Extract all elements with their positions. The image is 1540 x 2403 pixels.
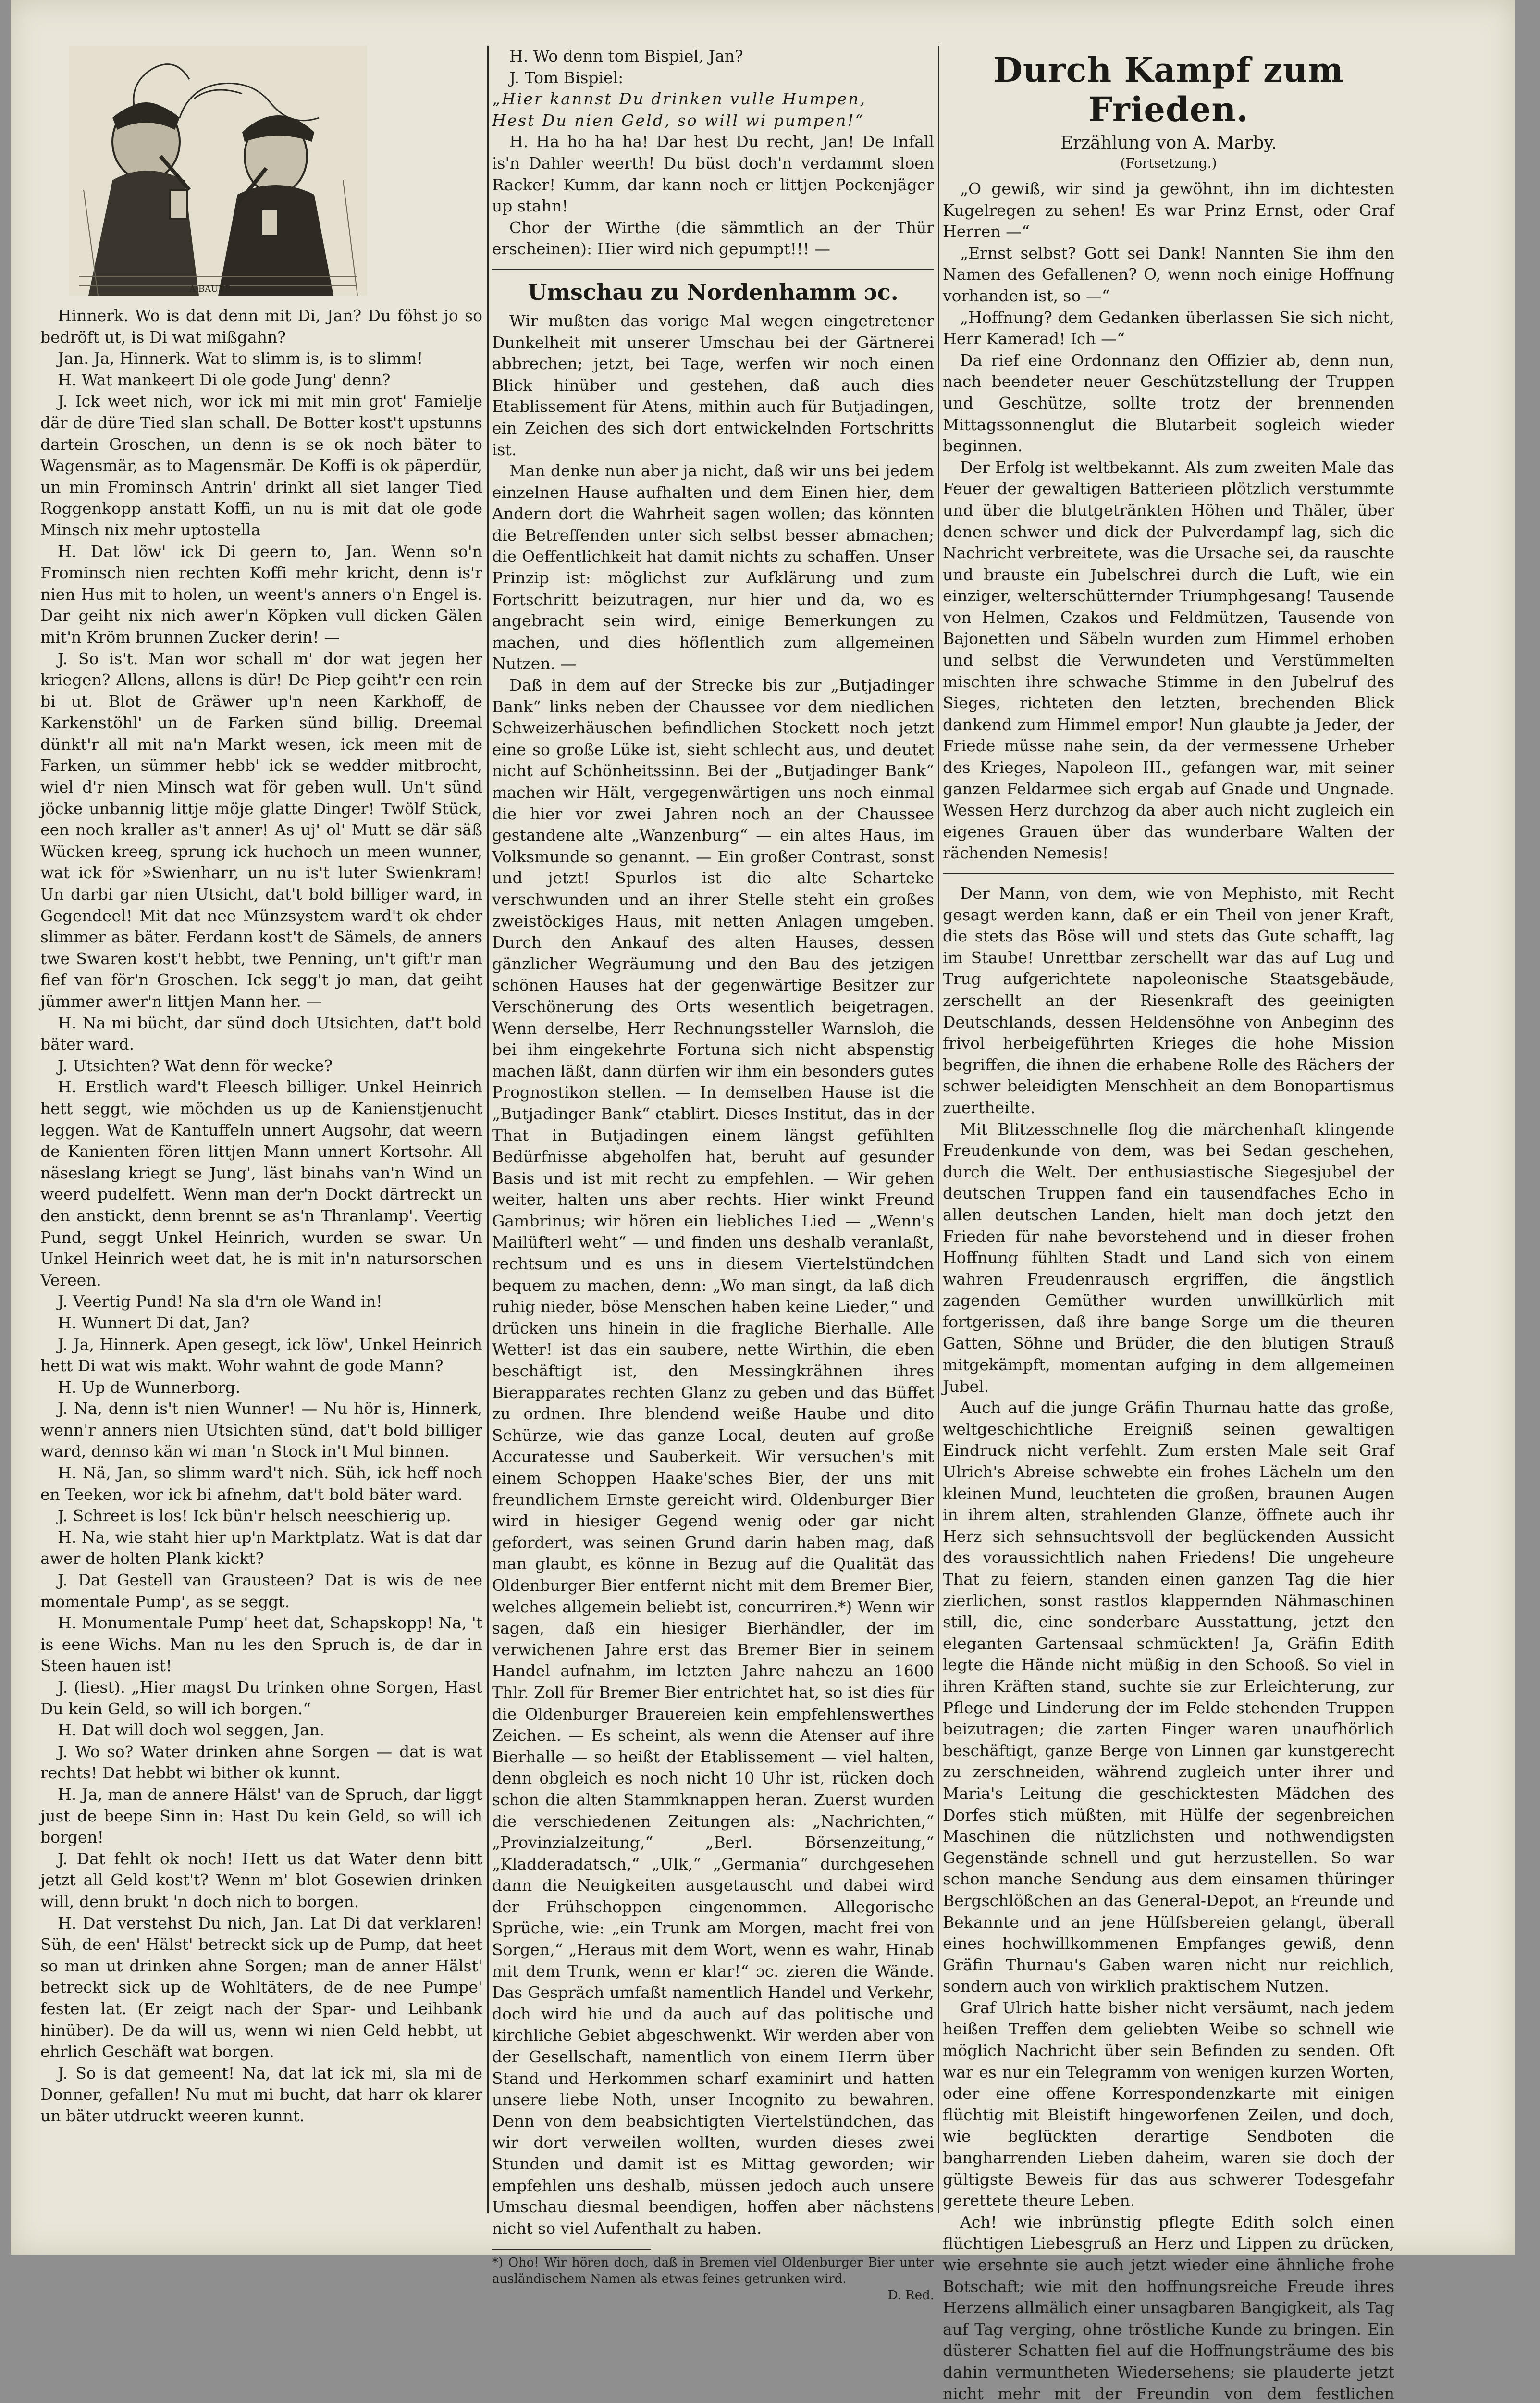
column-rule-left — [487, 46, 489, 2213]
column-dialogue — [40, 46, 482, 2237]
article-paragraph: Wir mußten das vorige Mal wegen eingetretener Dunkelheit mit unserer Umschau bei der Gärtnerei abbrechen; jetzt, bei Tage, werfen wir noch einen Blick hinüber und gestehen, daß auch dies Etablissement für Atens, mithin auch für Butjadingen, ein Zeichen des sich dort entwickelnden Fortschritts ist. — [492, 311, 934, 459]
verse-line: Hest Du nien Geld, so will wi pumpen!“ — [492, 111, 865, 130]
article-heading: Umschau zu Nordenhamm ɔc. — [528, 279, 899, 305]
newspaper-page — [11, 0, 1515, 2403]
dialogue-line: J. Utsichten? Wat denn för wecke? — [58, 1056, 333, 1075]
story-author: Erzählung von A. Marby. — [1060, 133, 1277, 153]
story-paragraph: Der Erfolg ist weltbekannt. Als zum zweiten Male das Feuer der gewaltigen Batterieen plötzlich verstummte und über die blutgetränkten Höhen und Thäler, über denen schwer und dick der Pulverdampf lag, sich die Nachricht verbreitete, was die Ursache sei, da rauschte und brauste ein Jubelschrei durch die Luft, wie ein einziger, welterschütternder Triumphgesang! Tausende von Helmen, Czakos und Feldmützen, Tausende von Bajonetten und Säbeln wurden zum Himmel erhoben und selbst die Verwundeten und Verstümmelten mischten ihre schwache Stimme in den Jubelruf des Sieges, richteten den letzten, brechenden Blick dankend zum Himmel empor! Nun glaubte ja Jeder, der Friede müsse nahe sein, da der vermessene Urheber des Krieges, Napoleon III., gefangen war, mit seiner ganzen Feldarmee sich ergab auf Gnade und Ungnade. Wessen Herz durchzog da aber auch nicht zugleich ein eigenes Grauen über das wunderbare Walten der rächenden Nemesis! — [943, 458, 1394, 863]
dialogue-line: J. (liest). „Hier magst Du trinken ohne Sorgen, Hast Du kein Geld, so will ich borgen.“ — [40, 1678, 482, 1718]
dialogue-ending — [492, 131, 934, 260]
dialogue-continuation — [492, 46, 934, 88]
column-umschau — [492, 46, 934, 2303]
dialogue-line: H. Erstlich ward't Fleesch billiger. Unkel Heinrich hett seggt, wie möchden us up de Kanienstjenucht leggen. Wat de Kantuffeln unnert Augsohr, dat weern de Kanienten fören littjen Mann unnert Kortsohr. All näseslang kriegt se Jung', läst binahs van'n Wind un weerd pudelfett. Wenn man der'n Dockt därtreckt un den anstickt, denn brennt se as'n Thranlamp'. Veertig Pund, seggt Unkel Heinrich, wurden se swar. Un Unkel Heinrich weet dat, he is mit in'n natursorschen Vereen. — [40, 1078, 482, 1289]
story-paragraph: Mit Blitzesschnelle flog die märchenhaft klingende Freudenkunde von dem, was bei Sedan geschehen, durch die Welt. Der enthusiastische Siegesjubel der deutschen Truppen fand ein tausendfaches Echo in allen deutschen Landen, hielt man doch jetzt den Frieden für nahe bevorstehend und in dieser frohen Hoffnung fühlten Stadt und Land sich von einem wahren Freudenrausch ergriffen, die ängstlich zagenden Gemüther wurden unwillkürlich mit fortgerissen, daß ihre bange Sorge um die theuren Gatten, Söhne und Brüder, die den blutigen Strauß mitgekämpft, momentan aufging in dem allgemeinen Jubel. — [943, 1119, 1394, 1396]
dialogue-line: H. Wunnert Di dat, Jan? — [58, 1313, 250, 1332]
dialogue-line: J. Na, denn is't nien Wunner! — Nu hör is, Hinnerk, wenn'r anners nien Utsichten sünd, dat't bold billiger ward, dennso kän wi man 'n Stock in't Mul binnen. — [40, 1399, 482, 1461]
dialogue-line: J. Veertig Pund! Na sla d'rn ole Wand in! — [58, 1292, 382, 1311]
dialogue-line: J. Ja, Hinnerk. Apen gesegt, ick löw', Unkel Heinrich hett Di wat wis makt. Wohr wahnt de gode Mann? — [40, 1335, 482, 1375]
dialogue-line: J. Dat fehlt ok noch! Hett us dat Water denn bitt jetzt all Geld kost't? Wenn m' blot Gosewien drinken will, denn brukt 'n doch nich to borgen. — [40, 1849, 482, 1911]
two-men-smoking-illustration — [69, 46, 367, 296]
story-paragraph: Ach! wie inbrünstig pflegte Edith solch einen flüchtigen Liebesgruß an Herz und Lippen zu drücken, wie ersehnte sie auch jetzt wieder eine ähnliche frohe Botschaft; wie mit den hoffnungsreiche Freude ihres Herzens allmälich einer unsagbaren Bangigkeit, als Tag auf Tag verging, ohne tröstliche Kunde zu bringen. Ein düsterer Schatten fiel auf die Hoffnungsträume des bis dahin vermuntheten Wiedersehens; sie plauderte jetzt nicht mehr mit der Freundin von dem festlichen — [943, 2212, 1394, 2403]
verse-line: „Hier kannst Du drinken vulle Humpen, — [492, 89, 867, 109]
dialogue-line: J. Dat Gestell van Grausteen? Dat is wis de nee momentale Pump', as se seggt. — [40, 1571, 482, 1611]
footnote-divider — [492, 2249, 651, 2250]
story-paragraph: „Ernst selbst? Gott sei Dank! Nannten Sie ihm den Namen des Gefallenen? O, wenn noch einige Hoffnung vorhanden ist, so —“ — [943, 243, 1394, 305]
story-paragraph: „O gewiß, wir sind ja gewöhnt, ihn im dichtesten Kugelregen zu sehen! Es war Prinz Ernst, oder Graf Herren —“ — [943, 179, 1394, 241]
dialogue-line: J. So is dat gemeent! Na, dat lat ick mi, sla mi de Donner, gefallen! Nu mut mi bucht, dat harr ok klarer un bäter utdruckt weeren kunnt. — [40, 2063, 482, 2125]
article-paragraph: Man denke nun aber ja nicht, daß wir uns bei jedem einzelnen Hause aufhalten und dem Einen hier, dem Andern dort die Wahrheit sagen wollen; das könnten die Betreffenden unter sich selbst besser abmachen; die Oeffentlichkeit hat damit nichts zu schaffen. Unser Prinzip ist: möglichst zur Aufklärung und zum Fortschritt beizutragen, nur hier und da, wo es angebracht sein wird, einige Bemerkungen zu machen, und dies höflentlich zum allgemeinen Nutzen. — — [492, 461, 934, 673]
story-text-part1 — [943, 178, 1394, 864]
dialogue-line: Jan. Ja, Hinnerk. Wat to slimm is, is to slimm! — [58, 349, 423, 368]
section-divider — [943, 873, 1394, 874]
story-title: Durch Kampf zum Frieden. — [993, 50, 1344, 129]
dialogue-line: H. Na, wie staht hier up'n Marktplatz. Wat is dat dar awer de holten Plank kickt? — [40, 1527, 482, 1568]
svg-text:A.BAUER: A.BAUER — [189, 284, 231, 294]
dialogue-text — [40, 305, 482, 2127]
column-rule-right — [938, 46, 939, 2213]
dialogue-line: H. Nä, Jan, so slimm ward't nich. Süh, ick heff noch en Teeken, wor ick bi afnehm, dat't bold bäter ward. — [40, 1463, 482, 1504]
dialogue-line: J. Schreet is los! Ick bün'r helsch neeschierig up. — [58, 1506, 452, 1525]
dialogue-line: H. Ja, man de annere Hälst' van de Spruch, dar liggt just de beepe Sinn in: Hast Du kein Geld, so will ich borgen! — [40, 1784, 482, 1847]
dialogue-line: H. Na mi bücht, dar sünd doch Utsichten, dat't bold bäter ward. — [40, 1013, 482, 1054]
dialogue-line: J. Tom Bispiel: — [509, 68, 624, 87]
dialogue-line: H. Dat will doch wol seggen, Jan. — [58, 1721, 325, 1740]
dialogue-line: H. Dat löw' ick Di geern to, Jan. Wenn so'n Frominsch nien rechten Koffi mehr kricht, denn is'r nien Hus mit to holen, un weent's anners o'n Engel is. Dar geiht nix nich awer'n Köpken vull dicken Gälen mit'n Kröm brunnen Zucker derin! — — [40, 542, 482, 646]
dialogue-line: H. Wo denn tom Bispiel, Jan? — [509, 47, 743, 65]
dialogue-line: H. Ha ho ha ha! Dar hest Du recht, Jan! De Infall is'n Dahler weerth! Du büst doch'n verdammt sloen Racker! Kumm, dar kann noch er littjen Pockenjäger up stahn! — [492, 132, 934, 216]
footnote: *) Oho! Wir hören doch, daß in Bremen viel Oldenburger Bier unter ausländischem Namen als etwas feines getrunken wird. — [492, 2255, 934, 2287]
dialogue-line: Hinnerk. Wo is dat denn mit Di, Jan? Du föhst jo so bedröft ut, is Di wat mißgahn? — [40, 306, 482, 347]
dialogue-line: J. So is't. Man wor schall m' dor wat jegen her kriegen? Allens, allens is dür! De Piep geiht'r een rein bi ut. Blot de Gräwer up'n neen Karkhoff, de Karkenstöhl' un de Farken sünd billig. Dreemal dünkt'r all mit na'n Markt wesen, ick meen mit de Farken, un sümmer hebb' ick se wedder mitbrocht, wiel d'r nien Minsch wat för geben wull. Un't sünd jöcke unbannig littje möje glatte Dinger! Twölf Stück, een noch kraller as't anner! As uj' ol' Mutt se där säß Wücken kreeg, sprung ick huchoch un meen wunner, wat ick för »Swienharr, un nu is't luter Swienkram! Un darbi gar nien Utsicht, dat't bold billiger ward, in Gegendeel! Mit dat nee Münzsystem ward't ok ehder slimmer as bäter. Ferdann kost't de Sämels, de anners twe Swaren kost't hebbt, twe Penning, un't gift'r man fief van för'n Groschen. Ick segg't jo man, dat geiht jümmer awer'n littjen Mann her. — — [40, 649, 482, 1011]
dialogue-line: J. Wo so? Water drinken ahne Sorgen — dat is wat rechts! Dat hebbt wi bither ok kunnt. — [40, 1742, 482, 1783]
section-divider — [492, 269, 934, 270]
story-paragraph: Auch auf die junge Gräfin Thurnau hatte das große, weltgeschichtliche Ereigniß seinen gewaltigen Eindruck nicht verfehlt. Zum ersten Male seit Graf Ulrich's Abreise schwebte ein frohes Lächeln um den kleinen Mund, leuchteten die großen, braunen Augen in ihrem alten, strahlenden Glanze, öffnete auch ihr Herz sich sehnsuchtsvoll der beglückenden Aussicht des voraussichtlich nahen Friedens! Die ungeheure That zu feiern, standen einen ganzen Tag die hier zierlichen, sonst rastlos klappernden Nähmaschinen still, die, eine sonderbare Ausstattung, jetzt den eleganten Gartensaal schmückten! Ja, Gräfin Edith legte die Hände nicht müßig in den Schooß. So viel in ihren Kräften stand, suchte sie zur Erleichterung, zur Pflege und Linderung der im Felde stehenden Truppen beizutragen; die zarten Finger waren unaufhörlich beschäftigt, ganze Berge von Linnen gar kunstgerecht zu zerschneiden, während zugleich unter ihrer und Maria's Leitung die geschicktesten Mädchen des Dorfes stich müßten, mit Hülfe der segenbreichen Maschinen die nützlichsten und nothwendigsten Gegenstände schnell und gut herzustellen. So war schon manche Sendung aus dem einsamen thüringer Bergschlößchen an das General-Depot, an Freunde und Bekannte und an jene Hülfsbereien gelangt, überall eines hochwillkommenen Empfanges gewiß, denn Gräfin Thurnau's Gaben waren nicht nur reichlich, sondern auch von wirklich praktischem Nutzen. — [943, 1398, 1394, 1996]
dialogue-line: Chor der Wirthe (die sämmtlich an der Thür erscheinen): Hier wird nich gepumpt!!! — — [492, 218, 934, 259]
article-paragraph: Daß in dem auf der Strecke bis zur „Butjadinger Bank“ links neben der Chaussee vor dem niedlichen Schweizerhäuschen befindlichen Stockett noch jetzt eine so große Lüke ist, sieht schlecht aus, und deutet nicht auf Schönheitssinn. Bei der „Butjadinger Bank“ machen wir Hält, vergegenwärtigen uns noch einmal die hier vor zwei Jahren noch an der Chaussee gestandene alte „Wanzenburg“ — ein altes Haus, im Volksmunde so genannt. — Ein großer Contrast, sonst und jetzt! Spurlos ist die alte Scharteke verschwunden und an ihrer Stelle steht ein großes zweistöckiges Haus, mit netten Anlagen umgeben. Durch den Ankauf des alten Hauses, dessen gänzlicher Wegräumung und den Bau des jetzigen schönen Hauses hat der gegenwärtige Besitzer zur Verschönerung des Orts wesentlich beigetragen. Wenn derselbe, Herr Rechnungssteller Warnsloh, die bei ihm eingekehrte Fortuna sich nicht abspenstig machen läßt, dann dürfen wir ihm ein besonders gutes Prognostikon stellen. — In demselben Hause ist die „Butjadinger Bank“ etablirt. Dieses Institut, das in der That in Butjadingen einem längst gefühlten Bedürfnisse abgeholfen hat, beruht auf gesunder Basis und ist mit recht zu empfehlen. — Wir gehen weiter, halten uns aber rechts. Hier winkt Freund Gambrinus; wir hören ein liebliches Lied — „Wenn's Mailüfterl weht“ — und finden uns deshalb veranlaßt, rechtsum und es uns in diesem Viertelstündchen bequem zu machen, denn: „Wo man singt, da laß dich ruhig nieder, böse Menschen haben keine Lieder,“ und drücken uns hinein in die fragliche Bierhalle. Alle Wetter! ist das ein saubere, nette Wirthin, die eben beschäftigt ist, den Messingkrähnen ihres Bierapparates rechten Glanz zu geben und das Büffet zu ordnen. Ihre blendend weiße Haube und dito Schürze, wie das ganze Local, deuten auf große Accuratesse und Sauberkeit. Wir versuchen's mit einem Schoppen Haake'sches Bier, der uns mit freundlichem Ernste gereicht wird. Oldenburger Bier wird in hiesiger Gegend wenig oder gar nicht gefordert, was seinen Grund darin haben mag, daß man glaubt, es könne in Bezug auf die Qualität das Oldenburger Bier entfernt nicht mit dem Bremer Bier, welches allgemein beliebt ist, concurriren.*) Wenn wir sagen, daß ein hiesiger Bierhändler, der im verwichenen Jahre erst das Bremer Bier in seinem Handel aufnahm, im letzten Jahre nahezu an 1600 Thlr. Zoll für Bremer Bier entrichtet hat, so ist dies für die Oldenburger Brauereien kein empfehlenswerthes Zeichen. — Es scheint, als wenn die Atenser auf ihre Bierhalle — so heißt der Etablissement — viel halten, denn obgleich es noch nicht 10 Uhr ist, rücken doch schon die alten Stammknappen heran. Zuerst wurden die verschiedenen Zeitungen als: „Nachrichten,“ „Provinzialzeitung,“ „Berl. Börsenzeitung,“ „Kladderadatsch,“ „Ulk,“ „Germania“ durchgesehen dann die Neuigkeiten ausgetauscht und dabei wird der Frühschoppen eingenommen. Allegorische Sprüche, wie: „ein Trunk am Morgen, macht frei von Sorgen,“ „Heraus mit dem Wort, wenn es wahr, Hinab mit dem Trunk, wenn er klar!“ ɔc. zieren die Wände. Das Gespräch umfaßt namentlich Handel und Verkehr, doch wird hie und da auch auf das politische und kirchliche Gebiet abgeschwenkt. Wir werden aber von der Gesellschaft, namentlich von einem Herrn über Stand und Herkommen scharf examinirt und hatten unsere liebe Noth, unser Incognito zu bewahren. Denn von dem beabsichtigten Viertelstündchen, das wir dort verweilen wollten, wurden dieses zwei Stunden und damit ist es Mittag geworden; wir empfehlen uns deshalb, müssen jedoch auch unsere Umschau diesmal beendigen, hoffen aber nächstens nicht so viel Aufenthalt zu haben. — [492, 676, 934, 2238]
dialogue-line: H. Up de Wunnerborg. — [58, 1377, 241, 1397]
dialogue-line: H. Monumentale Pump' heet dat, Schapskopp! Na, 't is eene Wichs. Man nu les den Spruch is, de dar in Steen hauen ist! — [40, 1613, 482, 1675]
story-paragraph: „Hoffnung? dem Gedanken überlassen Sie sich nicht, Herr Kamerad! Ich —“ — [943, 308, 1394, 348]
dialogue-line: H. Dat verstehst Du nich, Jan. Lat Di dat verklaren! Süh, de een' Hälst' betreckt sick up de Pump, dat heet so man ut drinken ahne Sorgen; man de anner Hälst' betreckt sick up de Wohltäters, de de nee Pumpe' festen lat. (Er zeigt nach der Spar- und Leihbank hinüber). De da will us, wenn wi nien Geld hebbt, ut ehrlich Geschäft wat borgen. — [40, 1913, 482, 2061]
story-continuation-note: (Fortsetzung.) — [1120, 155, 1217, 171]
story-paragraph: Der Mann, von dem, wie von Mephisto, mit Recht gesagt werden kann, daß er ein Theil von jener Kraft, die stets das Böse will und stets das Gute schafft, lag im Staube! Unrettbar zerschellt war das auf Lug und Trug aufgerichtete napoleonische Staatsgebäude, zerschellt an der Riesenkraft des geeinigten Deutschlands, dessen Heldensöhne von Anbeginn des frivol herbeigeführten Krieges die hohe Mission begriffen, die ihnen die erhabene Rolle des Rächers der schwer beleidigten Menschheit an dem Bonopartismus zuertheilte. — [943, 884, 1394, 1117]
story-paragraph: Graf Ulrich hatte bisher nicht versäumt, nach jedem heißen Treffen dem geliebten Weibe so schnell wie möglich Nachricht über sein Befinden zu senden. Oft war es nur ein Telegramm von wenigen kurzen Worten, oder eine offene Korrespondenzkarte mit einigen flüchtig mit Bleistift hingeworfenen Zeilen, und doch, wie beglückten derartige Sendboten die bangharrenden Lieben daheim, waren sie doch der gültigste Beweis für das aus schwerer Todesgefahr gerettete theure Leben. — [943, 1998, 1394, 2210]
article-body — [492, 310, 934, 2239]
story-paragraph: Da rief eine Ordonnanz den Offizier ab, denn nun, nach beendeter neuer Geschützstellung der Truppen und Geschütze, sollte trotz der brennenden Mittagssonnenglut die Blutarbeit sogleich wieder beginnen. — [943, 350, 1394, 456]
story-text-part2 — [943, 883, 1394, 2403]
column-serial-story — [943, 46, 1394, 2403]
dialogue-line: J. Ick weet nich, wor ick mi mit min grot' Famielje där de düre Tied slan schall. De Botter kost't upstunns dartein Groschen, un denn is se ok noch bäter to Wagensmär, as to Magensmär. De Koffi is ok päperdür, un min Frominsch Antrin' drinkt all siet langer Tied Roggenkopp anstatt Koffi, un nu is mit dat ole gode Minsch nix mehr uptostella — [40, 392, 482, 539]
dialogue-line: H. Wat mankeert Di ole gode Jung' denn? — [58, 370, 391, 389]
footnote-signature: D. Red. — [887, 2288, 934, 2303]
